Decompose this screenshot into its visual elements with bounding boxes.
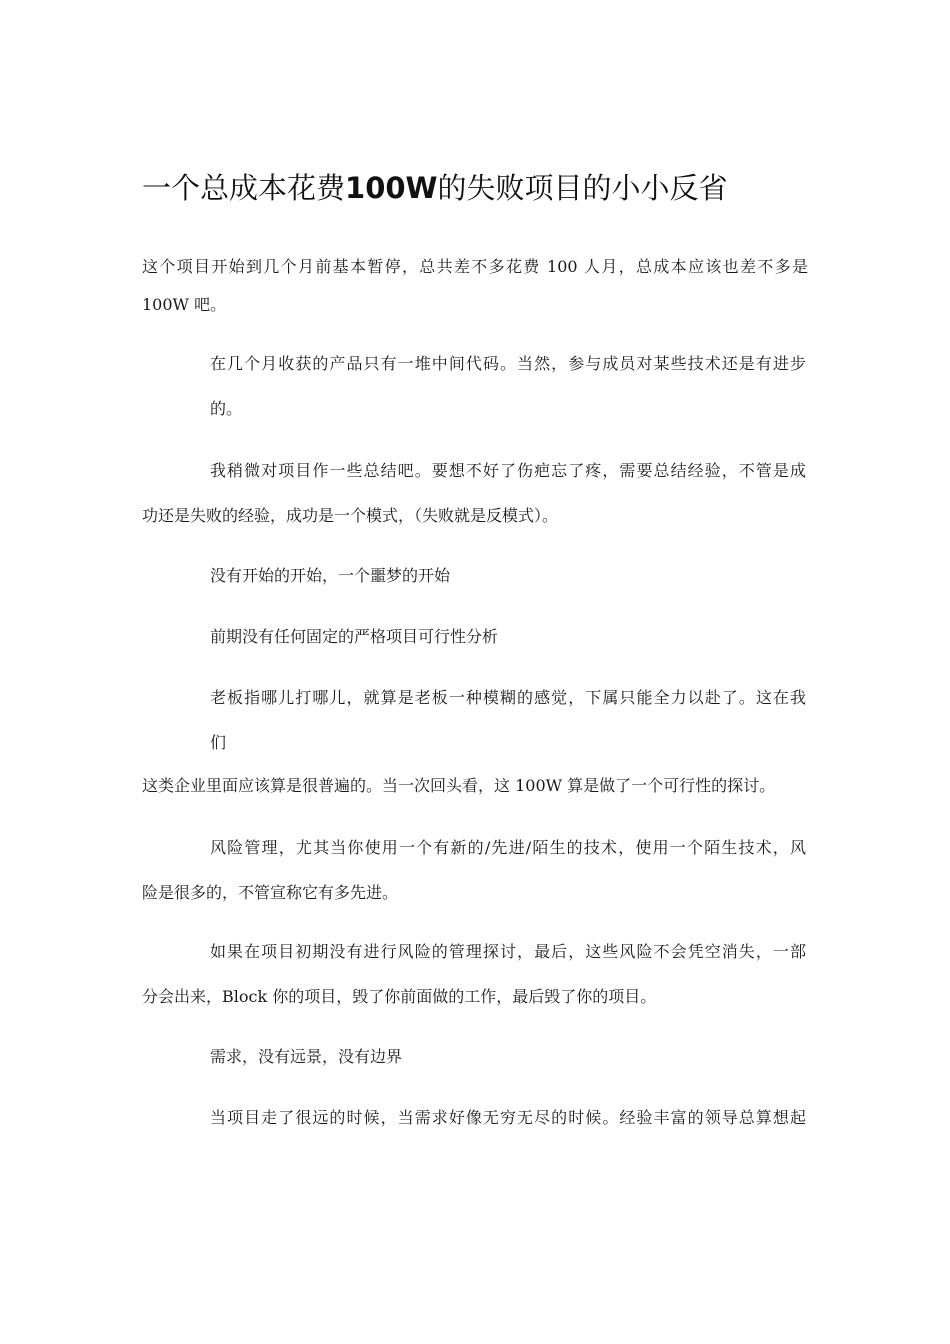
paragraph-line: 险是很多的，不管宣称它有多先进。 [142, 883, 399, 902]
paragraph-line: 如果在项目初期没有进行风险的管理探讨，最后，这些风险不会凭空消失，一部 [210, 942, 806, 961]
paragraph-line: 我稍微对项目作一些总结吧。要想不好了伤疤忘了疼，需要总结经验，不管是成 [210, 461, 806, 480]
paragraph-line: 风险管理，尤其当你使用一个有新的/先进/陌生的技术，使用一个陌生技术，风 [210, 838, 806, 857]
paragraph-line: 当项目走了很远的时候，当需求好像无穷无尽的时候。经验丰富的领导总算想起 [210, 1108, 806, 1127]
paragraph-line: 分会出来，Block 你的项目，毁了你前面做的工作，最后毁了你的项目。 [142, 987, 657, 1006]
paragraph-line: 的。 [210, 399, 243, 418]
paragraph-line: 在几个月收获的产品只有一堆中间代码。当然，参与成员对某些技术还是有进步 [210, 354, 806, 373]
paragraph-line: 这类企业里面应该算是很普遍的。当一次回头看，这 100W 算是做了一个可行性的探讨。 [142, 776, 776, 795]
section-heading: 前期没有任何固定的严格项目可行性分析 [210, 627, 499, 646]
paragraph-line: 老板指哪儿打哪儿，就算是老板一种模糊的感觉，下属只能全力以赴了。这在我 [210, 688, 806, 707]
paragraph-line: 功还是失败的经验，成功是一个模式，（失败就是反模式）。 [142, 506, 559, 525]
section-heading: 需求，没有远景，没有边界 [210, 1047, 403, 1066]
paragraph-line: 这个项目开始到几个月前基本暂停，总共差不多花费 100 人月，总成本应该也差不多是 [142, 257, 808, 276]
paragraph-line: 们 [210, 733, 227, 752]
section-heading: 没有开始的开始，一个噩梦的开始 [210, 566, 451, 585]
title-text-end: 的失败项目的小小反省 [437, 171, 728, 205]
title-text-amount: 100W [345, 171, 438, 205]
document-title [142, 166, 822, 210]
paragraph-line: 100W 吧。 [142, 295, 227, 314]
title-text-start: 一个总成本花费 [142, 171, 346, 205]
